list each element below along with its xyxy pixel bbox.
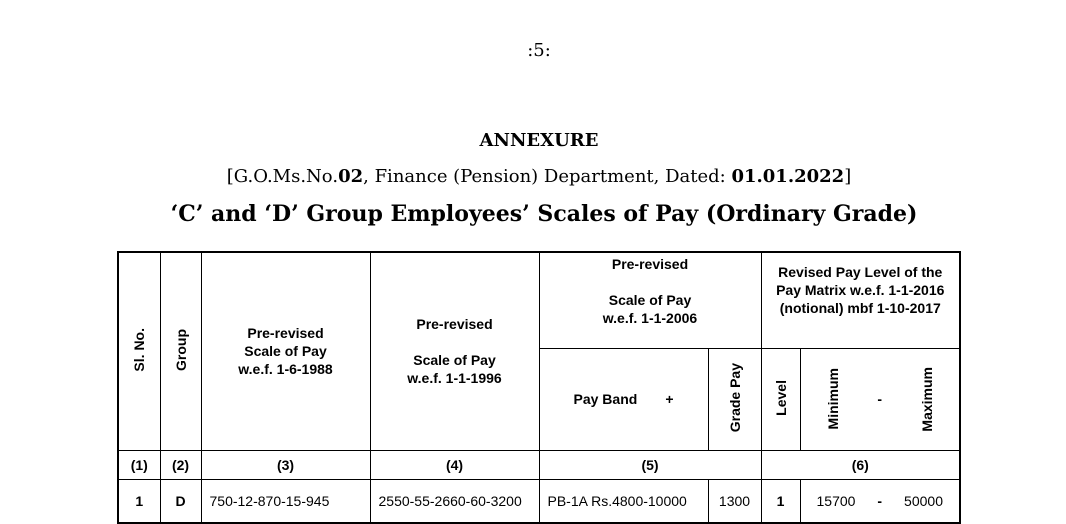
header-group: Group [160,252,201,450]
order-number: 02 [338,166,364,187]
cell-maximum: 50000 [904,492,943,509]
col-num-1: (1) [118,450,160,479]
order-suffix: ] [844,166,852,187]
col-num-2: (2) [160,450,201,479]
header-sl-no: Sl. No. [118,252,160,450]
government-order-reference [0,166,1066,187]
cell-scale-1988: 750-12-870-15-945 [201,479,370,523]
header-level: Level [761,348,800,450]
header-dash: - [877,390,883,407]
order-prefix: [G.O.Ms.No. [226,166,339,187]
table-row [118,479,960,523]
document-title: ‘C’ and ‘D’ Group Employees’ Scales of Pay (Ordinary Grade) [170,201,918,227]
header-revised-pay-level: Revised Pay Level of the Pay Matrix w.e.f. 1-1-2016 (notional) mbf 1-10-2017 [761,252,960,348]
header-scale-2006: Pre-revised Scale of Pay w.e.f. 1-1-2006 [539,252,761,348]
cell-scale-1996: 2550-55-2660-60-3200 [370,479,539,523]
cell-minimum: 15700 [816,492,856,509]
header-pay-band: Pay Band + [539,348,708,450]
col-num-6: (6) [761,450,960,479]
cell-level: 1 [761,479,800,523]
header-scale-1988: Pre-revised Scale of Pay w.e.f. 1-6-1988 [201,252,370,450]
header-grade-pay: Grade Pay [708,348,761,450]
col-num-4: (4) [370,450,539,479]
annexure-heading: ANNEXURE [479,130,599,151]
header-scale-1996: Pre-revised Scale of Pay w.e.f. 1-1-1996 [370,252,539,450]
cell-dash: - [877,492,883,509]
page-number: :5: [527,40,551,61]
pay-scale-table [117,251,961,524]
header-min-max [800,348,960,450]
cell-pay-band: PB-1A Rs.4800-10000 [539,479,708,523]
cell-group: D [160,479,201,523]
col-num-3: (3) [201,450,370,479]
order-middle: , Finance (Pension) Department, Dated: [363,166,732,187]
cell-grade-pay: 1300 [708,479,761,523]
header-maximum: Maximum [918,366,935,432]
column-number-row [118,450,960,479]
cell-sl: 1 [118,479,160,523]
header-minimum: Minimum [824,368,841,430]
col-num-5: (5) [539,450,761,479]
cell-min-max [800,479,960,523]
order-date: 01.01.2022 [731,166,845,187]
